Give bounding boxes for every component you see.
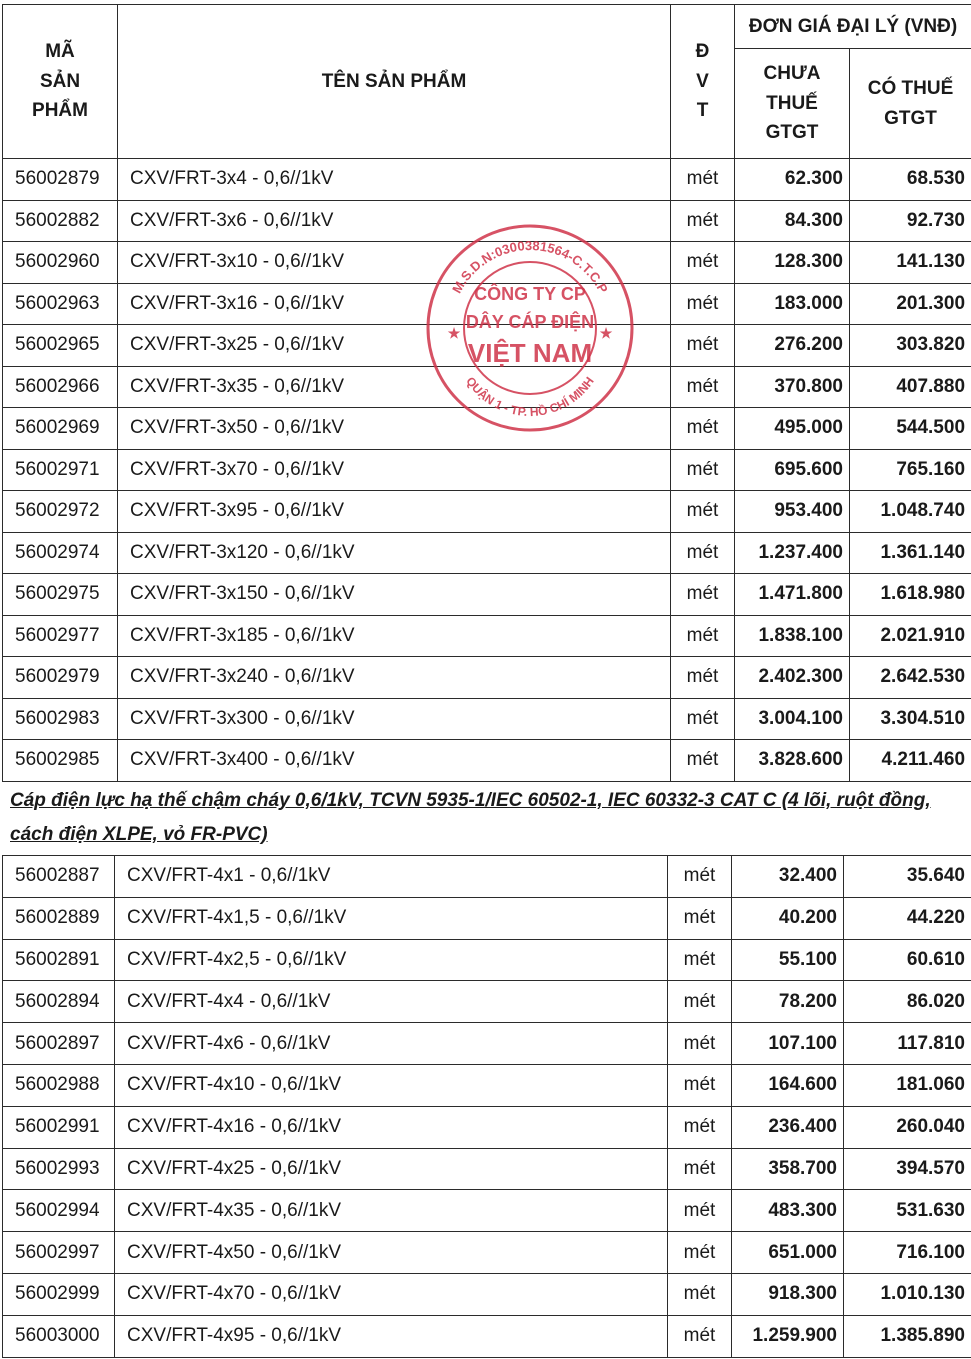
price-with-tax-cell: 765.160 bbox=[850, 449, 971, 491]
price-with-tax-cell: 1.618.980 bbox=[850, 574, 971, 616]
unit-cell: mét bbox=[671, 698, 735, 740]
product-name-cell: CXV/FRT-4x1,5 - 0,6//1kV bbox=[115, 897, 668, 939]
price-with-tax-cell: 2.021.910 bbox=[850, 615, 971, 657]
table-row bbox=[3, 325, 971, 367]
seal-line-1: CÔNG TY CP bbox=[474, 284, 586, 304]
unit-cell: mét bbox=[668, 1023, 732, 1065]
price-pre-tax-cell: 78.200 bbox=[732, 981, 844, 1023]
unit-cell: mét bbox=[671, 615, 735, 657]
seal-star-left: ★ bbox=[447, 325, 461, 341]
table-row bbox=[3, 939, 971, 981]
product-name-cell: CXV/FRT-3x10 - 0,6//1kV bbox=[118, 242, 671, 284]
product-name-cell: CXV/FRT-4x95 - 0,6//1kV bbox=[115, 1315, 668, 1357]
unit-cell: mét bbox=[671, 325, 735, 367]
table-row bbox=[3, 981, 971, 1023]
price-pre-tax-cell: 918.300 bbox=[732, 1273, 844, 1315]
product-code-cell: 56002999 bbox=[3, 1273, 115, 1315]
product-name-cell: CXV/FRT-4x4 - 0,6//1kV bbox=[115, 981, 668, 1023]
product-name-cell: CXV/FRT-3x400 - 0,6//1kV bbox=[118, 740, 671, 782]
section-title-4-core: Cáp điện lực hạ thế chậm cháy 0,6/1kV, TCVN 5935-1/IEC 60502-1, IEC 60332-3 CAT C (4 lõi, ruột đồng, cách điện XLPE, vỏ FR-PVC) bbox=[10, 790, 931, 845]
product-code-cell: 56002993 bbox=[3, 1148, 115, 1190]
unit-cell: mét bbox=[671, 408, 735, 450]
product-code-cell: 56002977 bbox=[3, 615, 118, 657]
table-row bbox=[3, 615, 971, 657]
price-with-tax-cell: 4.211.460 bbox=[850, 740, 971, 782]
price-with-tax-cell: 531.630 bbox=[844, 1190, 971, 1232]
price-pre-tax-cell: 236.400 bbox=[732, 1106, 844, 1148]
table-row bbox=[3, 159, 971, 201]
product-name-cell: CXV/FRT-4x10 - 0,6//1kV bbox=[115, 1064, 668, 1106]
price-with-tax-cell: 1.385.890 bbox=[844, 1315, 971, 1357]
table-row bbox=[3, 408, 971, 450]
price-with-tax-cell: 92.730 bbox=[850, 200, 971, 242]
unit-cell: mét bbox=[671, 491, 735, 533]
table-row bbox=[3, 283, 971, 325]
product-name-cell: CXV/FRT-3x50 - 0,6//1kV bbox=[118, 408, 671, 450]
product-code-cell: 56002966 bbox=[3, 366, 118, 408]
price-with-tax-cell: 1.361.140 bbox=[850, 532, 971, 574]
product-name-cell: CXV/FRT-3x4 - 0,6//1kV bbox=[118, 159, 671, 201]
seal-bottom-text: QUẬN 1 - TP. HỒ CHÍ MINH bbox=[463, 374, 597, 420]
unit-cell: mét bbox=[668, 1232, 732, 1274]
table-row bbox=[3, 200, 971, 242]
product-name-cell: CXV/FRT-3x16 - 0,6//1kV bbox=[118, 283, 671, 325]
table-row bbox=[3, 532, 971, 574]
product-code-cell: 56002882 bbox=[3, 200, 118, 242]
product-code-cell: 56002997 bbox=[3, 1232, 115, 1274]
unit-cell: mét bbox=[668, 1190, 732, 1232]
table-row bbox=[3, 1106, 971, 1148]
table-row bbox=[3, 657, 971, 699]
table-row bbox=[3, 698, 971, 740]
product-name-cell: CXV/FRT-4x70 - 0,6//1kV bbox=[115, 1273, 668, 1315]
price-pre-tax-cell: 3.828.600 bbox=[735, 740, 850, 782]
header-price-pre-tax: CHƯA THUẾ GTGT bbox=[735, 49, 850, 159]
product-code-cell: 56002887 bbox=[3, 856, 115, 898]
table-row bbox=[3, 740, 971, 782]
unit-cell: mét bbox=[668, 1148, 732, 1190]
product-name-cell: CXV/FRT-4x1 - 0,6//1kV bbox=[115, 856, 668, 898]
unit-cell: mét bbox=[671, 366, 735, 408]
price-pre-tax-cell: 1.471.800 bbox=[735, 574, 850, 616]
unit-cell: mét bbox=[668, 981, 732, 1023]
price-pre-tax-cell: 84.300 bbox=[735, 200, 850, 242]
price-pre-tax-cell: 55.100 bbox=[732, 939, 844, 981]
product-name-cell: CXV/FRT-4x2,5 - 0,6//1kV bbox=[115, 939, 668, 981]
price-with-tax-cell: 181.060 bbox=[844, 1064, 971, 1106]
product-name-cell: CXV/FRT-4x6 - 0,6//1kV bbox=[115, 1023, 668, 1065]
product-code-cell: 56002960 bbox=[3, 242, 118, 284]
table-row bbox=[3, 1023, 971, 1065]
product-name-cell: CXV/FRT-4x25 - 0,6//1kV bbox=[115, 1148, 668, 1190]
price-with-tax-cell: 394.570 bbox=[844, 1148, 971, 1190]
unit-cell: mét bbox=[671, 200, 735, 242]
product-name-cell: CXV/FRT-3x120 - 0,6//1kV bbox=[118, 532, 671, 574]
price-with-tax-cell: 3.304.510 bbox=[850, 698, 971, 740]
product-code-cell: 56002994 bbox=[3, 1190, 115, 1232]
product-name-cell: CXV/FRT-3x185 - 0,6//1kV bbox=[118, 615, 671, 657]
table-row bbox=[3, 449, 971, 491]
product-code-cell: 56002972 bbox=[3, 491, 118, 533]
unit-cell: mét bbox=[671, 740, 735, 782]
product-code-cell: 56002988 bbox=[3, 1064, 115, 1106]
price-pre-tax-cell: 183.000 bbox=[735, 283, 850, 325]
price-with-tax-cell: 86.020 bbox=[844, 981, 971, 1023]
header-product-code: MÃ SẢN PHẨM bbox=[3, 5, 118, 159]
table-row bbox=[3, 1315, 971, 1357]
product-code-cell: 56002879 bbox=[3, 159, 118, 201]
product-name-cell: CXV/FRT-4x50 - 0,6//1kV bbox=[115, 1232, 668, 1274]
product-code-cell: 56002965 bbox=[3, 325, 118, 367]
product-code-cell: 56002891 bbox=[3, 939, 115, 981]
product-code-cell: 56002975 bbox=[3, 574, 118, 616]
product-name-cell: CXV/FRT-3x25 - 0,6//1kV bbox=[118, 325, 671, 367]
product-code-cell: 56002971 bbox=[3, 449, 118, 491]
header-unit: Đ V T bbox=[671, 5, 735, 159]
unit-cell: mét bbox=[668, 1064, 732, 1106]
price-pre-tax-cell: 3.004.100 bbox=[735, 698, 850, 740]
seal-star-right: ★ bbox=[599, 325, 613, 341]
price-pre-tax-cell: 107.100 bbox=[732, 1023, 844, 1065]
table-row bbox=[3, 1064, 971, 1106]
table-row bbox=[3, 366, 971, 408]
price-with-tax-cell: 303.820 bbox=[850, 325, 971, 367]
product-code-cell: 56002969 bbox=[3, 408, 118, 450]
price-with-tax-cell: 60.610 bbox=[844, 939, 971, 981]
unit-cell: mét bbox=[668, 856, 732, 898]
product-code-cell: 56002963 bbox=[3, 283, 118, 325]
product-name-cell: CXV/FRT-3x95 - 0,6//1kV bbox=[118, 491, 671, 533]
price-with-tax-cell: 68.530 bbox=[850, 159, 971, 201]
seal-line-3: VIỆT NAM bbox=[467, 338, 593, 368]
price-pre-tax-cell: 32.400 bbox=[732, 856, 844, 898]
unit-cell: mét bbox=[671, 159, 735, 201]
price-pre-tax-cell: 953.400 bbox=[735, 491, 850, 533]
price-pre-tax-cell: 495.000 bbox=[735, 408, 850, 450]
table-row bbox=[3, 1148, 971, 1190]
header-price-with-tax: CÓ THUẾ GTGT bbox=[850, 49, 971, 159]
product-name-cell: CXV/FRT-4x16 - 0,6//1kV bbox=[115, 1106, 668, 1148]
product-code-cell: 56002983 bbox=[3, 698, 118, 740]
product-code-cell: 56002979 bbox=[3, 657, 118, 699]
price-pre-tax-cell: 1.838.100 bbox=[735, 615, 850, 657]
price-pre-tax-cell: 1.259.900 bbox=[732, 1315, 844, 1357]
price-pre-tax-cell: 128.300 bbox=[735, 242, 850, 284]
unit-cell: mét bbox=[671, 242, 735, 284]
table-row bbox=[3, 856, 971, 898]
product-code-cell: 56002897 bbox=[3, 1023, 115, 1065]
price-with-tax-cell: 544.500 bbox=[850, 408, 971, 450]
product-code-cell: 56002974 bbox=[3, 532, 118, 574]
price-with-tax-cell: 260.040 bbox=[844, 1106, 971, 1148]
seal-ring-text: M.S.D.N:0300381564-C.T.C.P bbox=[449, 237, 611, 296]
price-pre-tax-cell: 695.600 bbox=[735, 449, 850, 491]
price-pre-tax-cell: 276.200 bbox=[735, 325, 850, 367]
price-with-tax-cell: 201.300 bbox=[850, 283, 971, 325]
table-row bbox=[3, 1190, 971, 1232]
unit-cell: mét bbox=[668, 1273, 732, 1315]
price-with-tax-cell: 716.100 bbox=[844, 1232, 971, 1274]
header-product-name: TÊN SẢN PHẨM bbox=[118, 5, 671, 159]
price-with-tax-cell: 1.048.740 bbox=[850, 491, 971, 533]
price-with-tax-cell: 44.220 bbox=[844, 897, 971, 939]
price-pre-tax-cell: 2.402.300 bbox=[735, 657, 850, 699]
price-with-tax-cell: 1.010.130 bbox=[844, 1273, 971, 1315]
product-name-cell: CXV/FRT-3x70 - 0,6//1kV bbox=[118, 449, 671, 491]
unit-cell: mét bbox=[671, 283, 735, 325]
table-body-4-core bbox=[3, 856, 971, 1358]
product-name-cell: CXV/FRT-3x300 - 0,6//1kV bbox=[118, 698, 671, 740]
unit-cell: mét bbox=[671, 449, 735, 491]
unit-cell: mét bbox=[671, 532, 735, 574]
price-with-tax-cell: 35.640 bbox=[844, 856, 971, 898]
product-code-cell: 56002894 bbox=[3, 981, 115, 1023]
product-code-cell: 56002991 bbox=[3, 1106, 115, 1148]
table-row bbox=[3, 574, 971, 616]
price-pre-tax-cell: 1.237.400 bbox=[735, 532, 850, 574]
price-with-tax-cell: 407.880 bbox=[850, 366, 971, 408]
product-code-cell: 56003000 bbox=[3, 1315, 115, 1357]
product-name-cell: CXV/FRT-3x6 - 0,6//1kV bbox=[118, 200, 671, 242]
product-name-cell: CXV/FRT-3x240 - 0,6//1kV bbox=[118, 657, 671, 699]
unit-cell: mét bbox=[671, 574, 735, 616]
product-name-cell: CXV/FRT-3x35 - 0,6//1kV bbox=[118, 366, 671, 408]
price-pre-tax-cell: 164.600 bbox=[732, 1064, 844, 1106]
price-pre-tax-cell: 370.800 bbox=[735, 366, 850, 408]
price-with-tax-cell: 2.642.530 bbox=[850, 657, 971, 699]
table-row bbox=[3, 1273, 971, 1315]
unit-cell: mét bbox=[668, 1106, 732, 1148]
price-with-tax-cell: 117.810 bbox=[844, 1023, 971, 1065]
price-pre-tax-cell: 483.300 bbox=[732, 1190, 844, 1232]
seal-line-2: DÂY CÁP ĐIỆN bbox=[465, 312, 595, 332]
unit-cell: mét bbox=[668, 1315, 732, 1357]
unit-cell: mét bbox=[671, 657, 735, 699]
product-name-cell: CXV/FRT-4x35 - 0,6//1kV bbox=[115, 1190, 668, 1232]
table-row bbox=[3, 491, 971, 533]
unit-cell: mét bbox=[668, 897, 732, 939]
product-code-cell: 56002889 bbox=[3, 897, 115, 939]
price-pre-tax-cell: 40.200 bbox=[732, 897, 844, 939]
unit-cell: mét bbox=[668, 939, 732, 981]
price-with-tax-cell: 141.130 bbox=[850, 242, 971, 284]
product-name-cell: CXV/FRT-3x150 - 0,6//1kV bbox=[118, 574, 671, 616]
price-pre-tax-cell: 651.000 bbox=[732, 1232, 844, 1274]
price-table-4-core bbox=[2, 855, 971, 1358]
product-code-cell: 56002985 bbox=[3, 740, 118, 782]
price-table-3-core bbox=[2, 4, 971, 782]
table-row bbox=[3, 1232, 971, 1274]
header-dealer-price: ĐƠN GIÁ ĐẠI LÝ (VNĐ) bbox=[735, 5, 971, 49]
table-body-3-core bbox=[3, 159, 971, 782]
price-pre-tax-cell: 62.300 bbox=[735, 159, 850, 201]
table-row bbox=[3, 897, 971, 939]
table-row bbox=[3, 242, 971, 284]
price-pre-tax-cell: 358.700 bbox=[732, 1148, 844, 1190]
